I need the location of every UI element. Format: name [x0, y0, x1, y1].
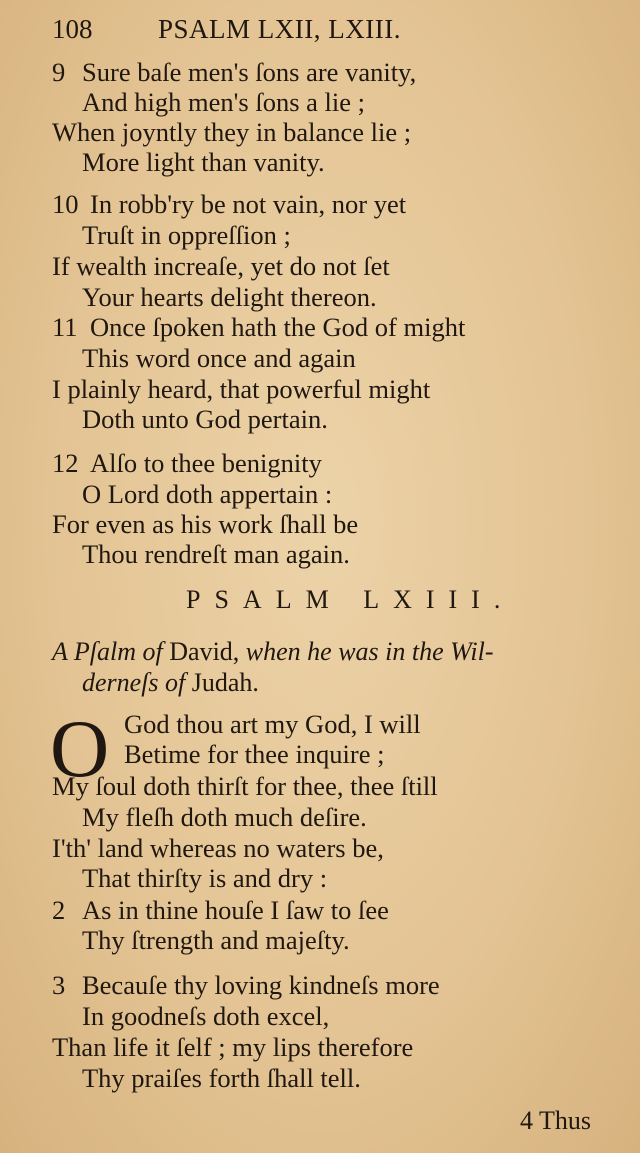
verse-line: 3 Becauſe thy loving kindneſs more: [52, 970, 440, 1000]
verse-line: 2 As in thine houſe I ſaw to ſee: [52, 895, 389, 925]
verse-number: 3: [52, 970, 66, 1000]
verse-line: God thou art my God, I will: [124, 709, 421, 739]
catchword: 4 Thus: [520, 1106, 592, 1135]
verse-number: 9: [52, 57, 66, 87]
verse-line: Than life it ſelf ; my lips therefore: [52, 1032, 414, 1062]
verse-line: Thy praiſes forth ſhall tell.: [82, 1063, 361, 1093]
verse-line: That thirſty is and dry :: [82, 863, 328, 893]
psalm-title: PSALM LXIII.: [186, 585, 515, 614]
verse-line: O Lord doth appertain :: [82, 479, 333, 509]
verse-line: If wealth increaſe, yet do not ſet: [52, 251, 390, 281]
verse-number: 10: [52, 189, 79, 219]
verse-line: This word once and again: [82, 343, 356, 373]
verse-line: For even as his work ſhall be: [52, 509, 359, 539]
verse-line: My ſoul doth thirſt for thee, thee ſtill: [52, 771, 438, 801]
verse-line: And high men's ſons a lie ;: [82, 87, 365, 117]
drop-cap: O: [50, 703, 110, 794]
verse-line: Truſt in oppreſſion ;: [82, 220, 291, 250]
running-title: PSALM LXII, LXIII.: [158, 14, 401, 44]
verse-number: 2: [52, 895, 66, 925]
verse-line: 12 Alſo to thee benignity: [52, 448, 322, 478]
verse-line: Thou rendreſt man again.: [82, 539, 350, 569]
verse-line: 9 Sure baſe men's ſons are vanity,: [52, 57, 417, 87]
verse-line: In goodneſs doth excel,: [82, 1001, 330, 1031]
verse-line: I'th' land whereas no waters be,: [52, 833, 384, 863]
verse-line: When joyntly they in balance lie ;: [52, 117, 412, 147]
page-number: 108: [52, 14, 93, 44]
verse-line: 10 In robb'ry be not vain, nor yet: [52, 189, 407, 219]
verse-line: Doth unto God pertain.: [82, 404, 328, 434]
page-header: [52, 14, 612, 50]
verse-line: Betime for thee inquire ;: [124, 739, 385, 769]
verse-line: Your hearts delight thereon.: [82, 282, 377, 312]
verse-number: 11: [52, 312, 78, 342]
psalm-subtitle-cont: derneſs of Judah.: [82, 668, 259, 697]
verse-line: 11 Once ſpoken hath the God of might: [52, 312, 466, 342]
verse-line: More light than vanity.: [82, 147, 325, 177]
verse-line: Thy ſtrength and majeſty.: [82, 925, 350, 955]
verse-line: My fleſh doth much deſire.: [82, 802, 367, 832]
verse-line: I plainly heard, that powerful might: [52, 374, 431, 404]
verse-number: 12: [52, 448, 79, 478]
psalm-subtitle: A Pſalm of David, when he was in the Wil-: [52, 637, 494, 666]
